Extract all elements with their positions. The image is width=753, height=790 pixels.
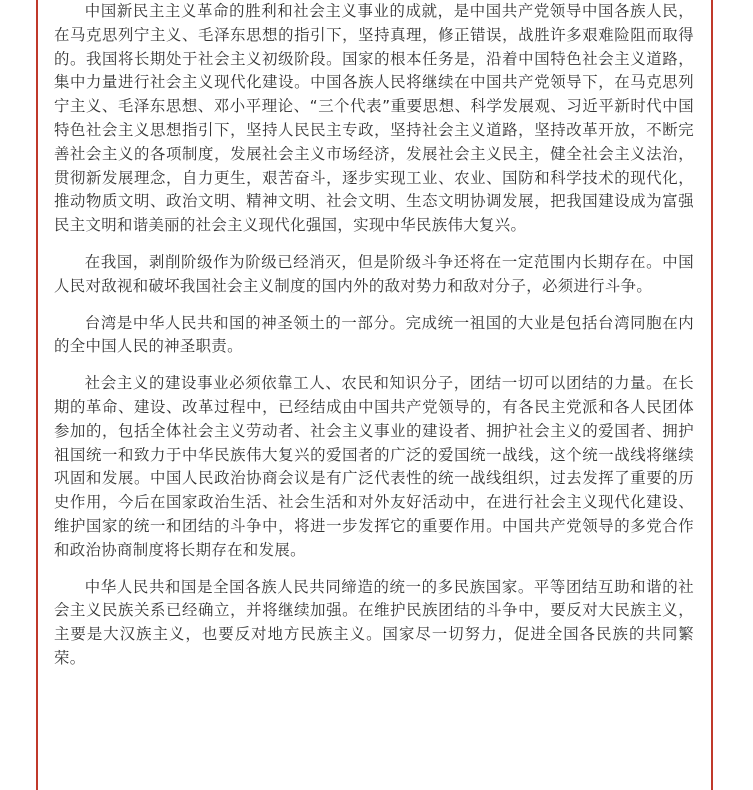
paragraph-3: 台湾是中华人民共和国的神圣领土的一部分。完成统一祖国的大业是包括台湾同胞在内的全中国人民的神圣职责。: [54, 313, 694, 356]
paragraph-5: 中华人民共和国是全国各族人民共同缔造的统一的多民族国家。平等团结互助和谐的社会主义民族关系已经确立，并将继续加强。在维护民族团结的斗争中，要反对大民族主义，主要是大汉族主义，也要反对地方民族主义。国家尽一切努力，促进全国各民族的共同繁荣。: [54, 577, 694, 667]
paragraph-4: 社会主义的建设事业必须依靠工人、农民和知识分子，团结一切可以团结的力量。在长期的革命、建设、改革过程中，已经结成由中国共产党领导的，有各民主党派和各人民团体参加的，包括全体社会主义劳动者、社会主义事业的建设者、拥护社会主义的爱国者、拥护祖国统一和致力于中华民族伟大复兴的爱国者的广泛的爱国统一战线，这个统一战线将继续巩固和发展。中国人民政治协商会议是有广泛代表性的统一战线组织，过去发挥了重要的历史作用，今后在国家政治生活、社会生活和对外友好活动中，在进行社会主义现代化建设、维护国家的统一和团结的斗争中，将进一步发挥它的重要作用。中国共产党领导的多党合作和政治协商制度将长期存在和发展。: [54, 374, 694, 559]
paragraph-2: 在我国，剥削阶级作为阶级已经消灭，但是阶级斗争还将在一定范围内长期存在。中国人民对敌视和破坏我国社会主义制度的国内外的敌对势力和敌对分子，必须进行斗争。: [54, 252, 694, 295]
document-body: [54, 0, 694, 684]
paragraph-1: 中国新民主主义革命的胜利和社会主义事业的成就，是中国共产党领导中国各族人民，在马克思列宁主义、毛泽东思想的指引下，坚持真理，修正错误，战胜许多艰难险阻而取得的。我国将长期处于社会主义初级阶段。国家的根本任务是，沿着中国特色社会主义道路，集中力量进行社会主义现代化建设。中国各族人民将继续在中国共产党领导下，在马克思列宁主义、毛泽东思想、邓小平理论、“三个代表”重要思想、科学发展观、习近平新时代中国特色社会主义思想指引下，坚持人民民主专政，坚持社会主义道路，坚持改革开放，不断完善社会主义的各项制度，发展社会主义市场经济，发展社会主义民主，健全社会主义法治，贯彻新发展理念，自力更生，艰苦奋斗，逐步实现工业、农业、国防和科学技术的现代化，推动物质文明、政治文明、精神文明、社会文明、生态文明协调发展，把我国建设成为富强民主文明和谐美丽的社会主义现代化强国，实现中华民族伟大复兴。: [54, 2, 694, 235]
